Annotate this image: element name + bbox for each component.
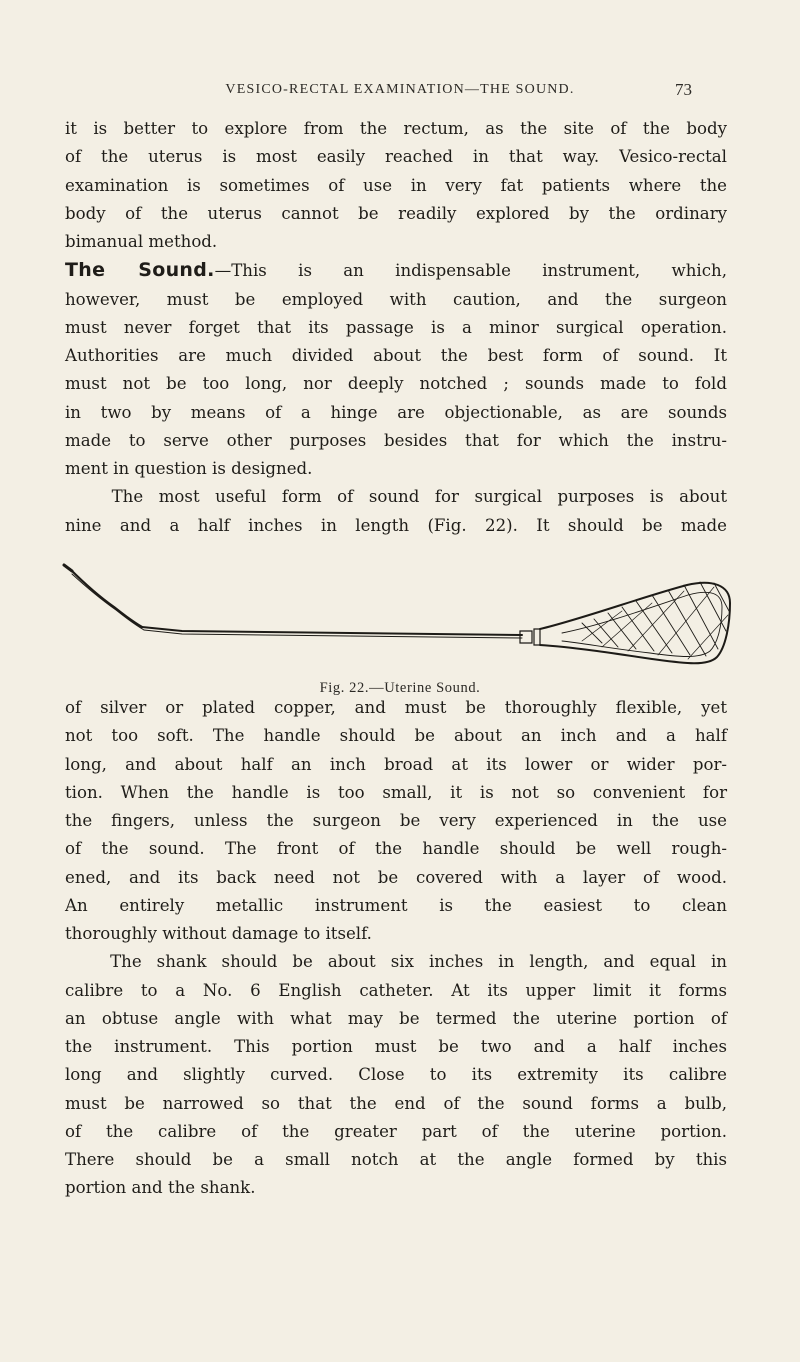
text-line: bimanual method. [65, 232, 218, 251]
text-line: examination is sometimes of use in very fat patients where the [65, 175, 727, 195]
running-head: VESICO-RECTAL EXAMINATION—THE SOUND. [225, 82, 575, 97]
text-line: The most useful form of sound for surgical purposes is about [65, 487, 727, 507]
text-line: long, and about half an inch broad at its lower or wider por- [65, 754, 727, 774]
text-line: it is better to explore from the rectum, as the site of the body [65, 119, 727, 138]
text-line: of the calibre of the greater part of the uterine portion. [65, 1121, 727, 1141]
text-line: ment in question is designed. [65, 459, 313, 478]
text-line: of the sound. The front of the handle should be well rough- [65, 839, 727, 859]
text-line: long and slightly curved. Close to its extremity its calibre [65, 1065, 727, 1085]
text-line: not too soft. The handle should be about an inch and a half [65, 726, 727, 746]
text-line: calibre to a No. 6 English catheter. At its upper limit it forms [65, 980, 727, 1000]
uterine-sound-illustration-icon [62, 563, 742, 673]
text-line: body of the uterus cannot be readily explored by the ordinary [65, 203, 727, 223]
text-line: of silver or plated copper, and must be thoroughly flexible, yet [65, 698, 727, 717]
figure-caption: Fig. 22.—Uterine Sound. [319, 680, 481, 696]
text-block-lower [65, 694, 727, 1203]
text-line: in two by means of a hinge are objectionable, as are sounds [65, 402, 727, 422]
section-heading: The Sound. [65, 259, 215, 282]
text-line: however, must be employed with caution, and the surgeon [65, 289, 727, 309]
text-line: thoroughly without damage to itself. [65, 924, 372, 943]
text-line: the instrument. This portion must be two and a half inches [65, 1037, 727, 1056]
text-line: of the uterus is most easily reached in that way. Vesico-rectal [65, 147, 727, 167]
text-line: must be narrowed so that the end of the sound forms a bulb, [65, 1093, 727, 1113]
text-line: There should be a small notch at the angle formed by this [65, 1150, 727, 1169]
text-line: Authorities are much divided about the best form of sound. It [65, 346, 727, 365]
page-number: 73 [675, 80, 692, 99]
text-run: —This is an indispensable instrument, which, [214, 261, 727, 281]
text-line: made to serve other purposes besides that for which the instru- [65, 430, 727, 450]
text-line: an obtuse angle with what may be termed the uterine portion of [65, 1008, 727, 1028]
section-first-line [65, 256, 727, 285]
text-line: An entirely metallic instrument is the easiest to clean [65, 895, 727, 915]
text-line: portion and the shank. [65, 1178, 256, 1198]
text-line: The shank should be about six inches in length, and equal in [65, 952, 727, 972]
text-block-upper [65, 115, 727, 540]
text-line: the fingers, unless the surgeon be very experienced in the use [65, 811, 727, 830]
text-line: tion. When the handle is too small, it is not so convenient for [65, 782, 727, 802]
text-line: must not be too long, nor deeply notched ; sounds made to fold [65, 374, 727, 394]
text-line: ened, and its back need not be covered with a layer of wood. [65, 867, 727, 887]
text-line: nine and a half inches in length (Fig. 22). It should be made [65, 515, 727, 535]
text-line: must never forget that its passage is a minor surgical operation. [65, 317, 727, 337]
